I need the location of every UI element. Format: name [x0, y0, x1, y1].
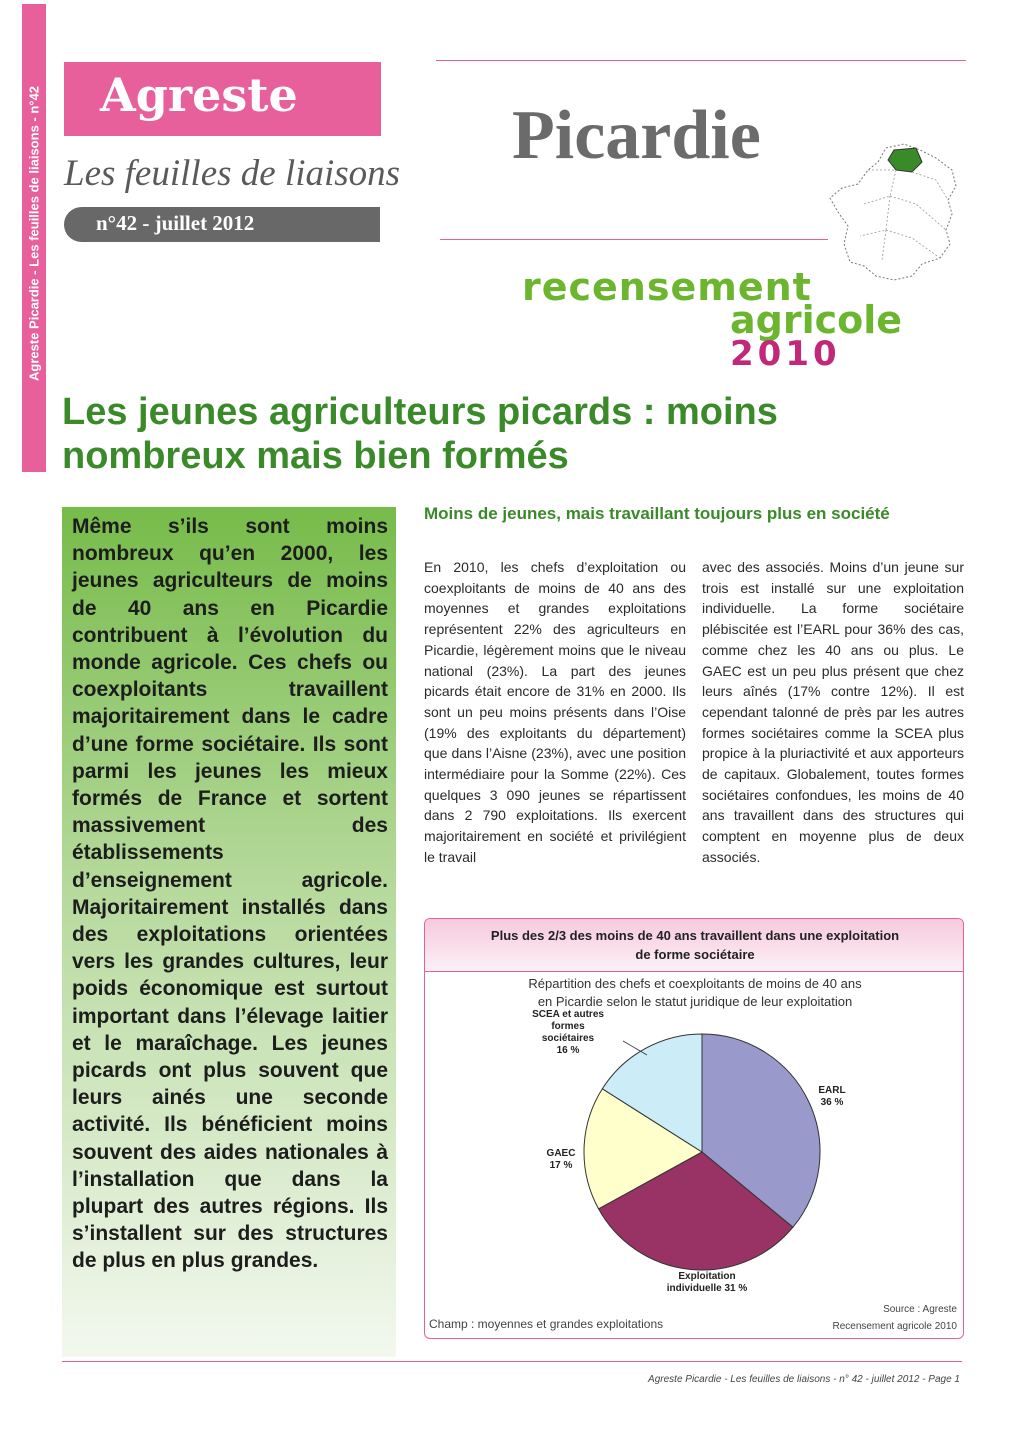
pie-label-2: GAEC 17 %: [546, 1148, 576, 1171]
issue-pill: [64, 207, 380, 242]
region-borders: [860, 170, 948, 260]
publication-subtitle: Les feuilles de liaisons: [64, 153, 401, 194]
side-strip: [22, 4, 46, 472]
region-title: Picardie: [512, 97, 761, 174]
article-headline: Les jeunes agriculteurs picards : moins nombreux mais bien formés: [62, 391, 778, 477]
chart-subtitle-line1: Répartition des chefs et coexploitants de moins de 40 ans: [528, 976, 862, 991]
body-column-1: En 2010, les chefs d’exploitation ou coexploitants de moins de 40 ans des moyennes et grandes exploitations représentent 22% des agriculteurs en Picardie, légèrement moins que le niveau national (23%). La part des jeunes picards était encore de 31% en 2000. Ils sont un peu moins présents dans l’Oise (19% des exploitants du département) que dans l’Aisne (23%), avec une position intermédiaire pour la Somme (22%). Ces quelques 3 090 jeunes se répartissent dans 2 790 exploitations. Ils exercent majoritairement en société et privilégient le travail: [424, 559, 686, 865]
pie-label-0: EARL 36 %: [818, 1085, 846, 1108]
body-column-2: avec des associés. Moins d’un jeune sur trois est installé sur une exploitation individuelle. La forme sociétaire plébiscitée est l’EARL pour 36% des cas, comme chez les 40 ans ou plus. Le GAEC est un peu plus présent que chez leurs aînés (17% contre 12%). Il est cependant talonné de près par les autres formes sociétaires comme la SCEA plus propice à la pluriactivité et aux apporteurs de capitaux. Globalement, toutes formes sociétaires confondues, les moins de 40 ans travaillent dans des structures qui comptent en moyenne plus de deux associés.: [702, 559, 964, 865]
footer-rule: [62, 1361, 962, 1362]
france-map-icon: [824, 140, 964, 290]
chart-source-line1: Source : Agreste: [883, 1304, 957, 1315]
picardie-highlight: [888, 148, 922, 172]
pie-chart: [425, 919, 963, 1338]
pie-label-3: SCEA et autres formes sociétaires 16 %: [532, 1009, 604, 1056]
chart-subtitle-line2: en Picardie selon le statut juridique de leur exploitation: [537, 994, 853, 1009]
section-title: Moins de jeunes, mais travaillant toujours plus en société: [424, 504, 890, 523]
side-strip-text: Agreste Picardie - Les feuilles de liaisons - n°42: [26, 86, 42, 381]
chart-source-line2: Recensement agricole 2010: [832, 1321, 957, 1332]
issue-label: n°42 - juillet 2012: [96, 211, 255, 235]
brand-name: Agreste: [100, 68, 298, 122]
chart-box: [424, 918, 964, 1339]
census-logo-line2: agricole: [730, 298, 903, 342]
intro-box: [62, 507, 396, 1357]
chart-source: [832, 1301, 957, 1335]
page-footer: Agreste Picardie - Les feuilles de liaisons - n° 42 - juillet 2012 - Page 1: [648, 1374, 960, 1385]
top-rule: [436, 60, 966, 61]
pie-label-1: Exploitation individuelle 31 %: [666, 1271, 748, 1294]
census-logo-year: 2010: [730, 334, 841, 374]
census-logo-line1: recensement: [522, 265, 812, 309]
mid-rule: [440, 239, 828, 240]
pie-leader-line: [623, 1041, 647, 1055]
brand-box: [64, 62, 381, 136]
chart-header-line2: de forme sociétaire: [635, 947, 755, 962]
intro-text: Même s’ils sont moins nombreux qu’en 2000, les jeunes agriculteurs de moins de 40 ans en Picardie contribuent à l’évolution du monde agricole. Ces chefs ou coexploitants travaillent majoritairement dans le cadre d’une forme sociétaire. Ils sont parmi les jeunes les mieux formés de France et sortent massivement des établissements d’enseignement agricole. Majoritairement installés dans des exploitations orientées vers les grandes cultures, leur poids économique est surtout important dans l’élevage laitier et le maraîchage. Les jeunes picards ont plus souvent que leurs ainés une seconde activité. Ils bénéficient moins souvent des aides nationales à l’installation que dans la plupart des autres régions. Ils s’installent sur des structures de plus en plus grandes.: [72, 515, 388, 1273]
chart-scope: Champ : moyennes et grandes exploitations: [429, 1317, 664, 1331]
chart-header-line1: Plus des 2/3 des moins de 40 ans travaillent dans une exploitation: [490, 928, 900, 943]
